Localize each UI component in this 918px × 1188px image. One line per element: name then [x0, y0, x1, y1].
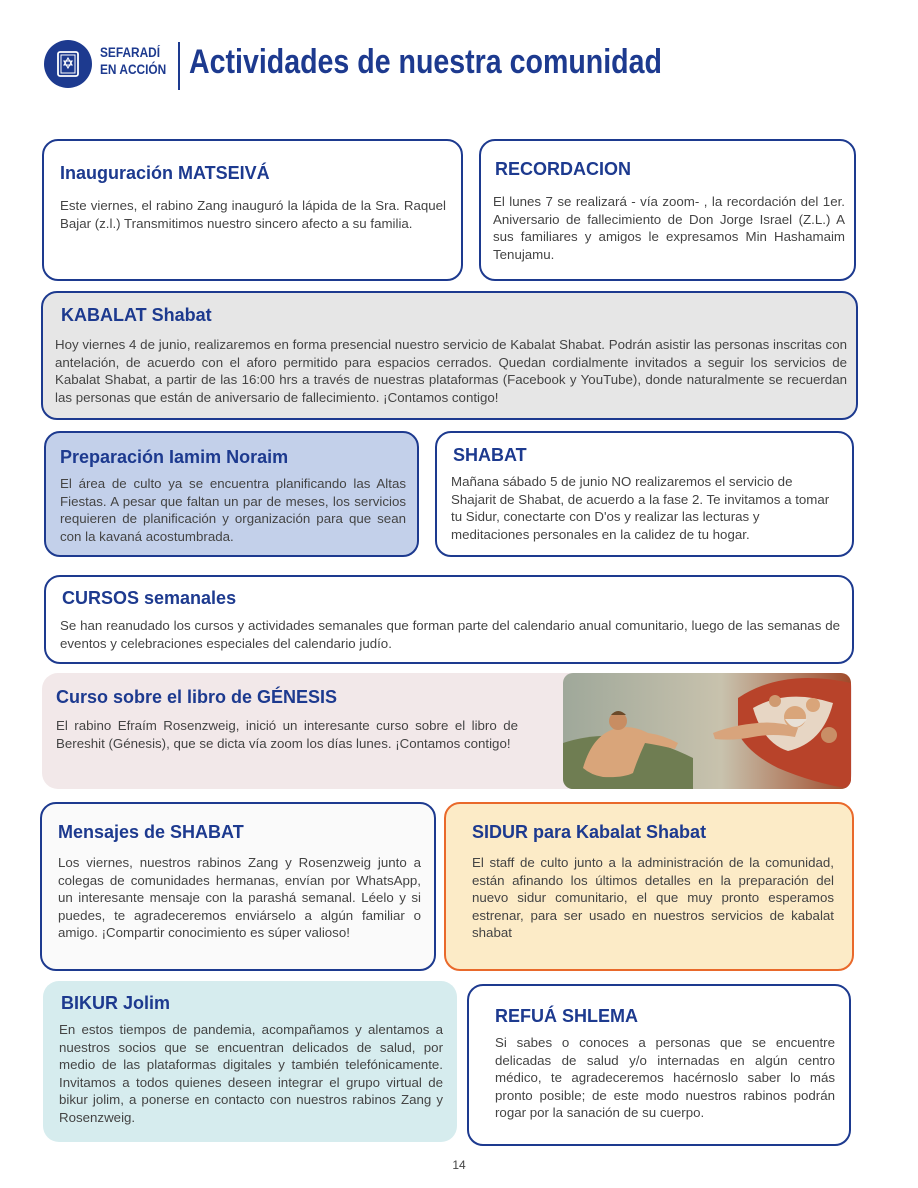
card-body: Este viernes, el rabino Zang inauguró la lápida de la Sra. Raquel Bajar (z.l.) Transmitimos nuestro sincero afecto a su familia. [60, 198, 446, 231]
card-body: Hoy viernes 4 de junio, realizaremos en forma presencial nuestro servicio de Kabalat Shabat. Podrán asistir las personas inscritas con antelación, de acuerdo con el aforo permitido para espacios cerrados. Quedan cordialmente invitados a seguir los servicios de Kabalat Shabat, a partir de las 16:00 hrs a través de nuestras plataformas (Facebook y YouTube), donde naturalmente se recuerdan las personas que están de aniversario de fallecimiento. ¡Contamos contigo! [55, 337, 847, 405]
card-body: El staff de culto junto a la administración de la comunidad, están afinando los últimos detalles en la preparación del nuevo sidur comunitario, el que muy pronto esperamos estrenar, para ser usado en nuestros servicios de kabalat shabat [472, 855, 834, 940]
card-kabalat [41, 291, 858, 420]
section-tag [100, 44, 166, 78]
page-title: Actividades de nuestra comunidad [189, 43, 662, 81]
creation-of-adam-image [563, 673, 851, 789]
card-title: SIDUR para Kabalat Shabat [472, 822, 707, 842]
card-recordacion [479, 139, 856, 281]
card-body: Los viernes, nuestros rabinos Zang y Rosenzweig junto a colegas de comunidades hermanas, envían por WhatsApp, un interesante mensaje con la parashá semanal. Léelo y si puedes, te agradeceremos enviárselo a algún familiar o amigo. ¡Compartir conocimiento es súper valioso! [58, 855, 421, 940]
card-body: El lunes 7 se realizará - vía zoom- , la recordación del 1er. Aniversario de fallecimiento de Don Jorge Israel (Z.L.) A sus familiares y amigos le expresamos Min Hashamaim Tenujamu. [493, 194, 845, 262]
section-tag-line2: EN ACCIÓN [100, 62, 167, 77]
card-body: El rabino Efraím Rosenzweig, inició un interesante curso sobre el libro de Bereshit (Génesis), que se dicta vía zoom los días lunes. ¡Contamos contigo! [56, 718, 518, 751]
card-title: Preparación Iamim Noraim [60, 447, 289, 467]
page-number: 14 [452, 1158, 466, 1172]
card-title: SHABAT [453, 445, 527, 465]
card-body: Mañana sábado 5 de junio NO realizaremos el servicio de Shajarit de Shabat, de acuerdo a la fase 2. Te invitamos a tomar tu Sidur, conectarte con D'os y realizar las lecturas y meditaciones personales en la calidez de tu hogar. [451, 474, 830, 542]
header-divider [178, 42, 180, 90]
card-sidur [444, 802, 854, 971]
card-bikur [43, 981, 457, 1142]
card-title: RECORDACION [495, 159, 632, 179]
card-refua [467, 984, 851, 1146]
card-title: Inauguración MATSEIVÁ [60, 163, 270, 183]
card-body: En estos tiempos de pandemia, acompañamos y alentamos a nuestros socios que se encuentran delicados de salud, por medio de las plataformas digitales y también telefónicamente. Invitamos a todos quienes deseen integrar el grupo virtual de bikur jolim, a ponerse en contacto con nuestros rabinos Zang y Rosenzweig. [59, 1022, 443, 1125]
card-matseiva [42, 139, 463, 281]
section-tag-line1: SEFARADÍ [100, 45, 161, 60]
card-body: El área de culto ya se encuentra planificando las Altas Fiestas. A pesar que faltan un par de meses, los servicios requieren de planificación y organización para que sean con la kavaná acostumbrada. [60, 476, 406, 544]
card-iamim [44, 431, 419, 557]
card-mensajes [40, 802, 436, 971]
card-title: KABALAT Shabat [61, 305, 212, 325]
card-cursos [44, 575, 854, 664]
card-body: Si sabes o conoces a personas que se encuentre delicadas de salud y/o internadas en algún centro médico, te agradeceremos hacérnoslo saber lo más pronto posible; de este modo nuestros rabinos podrán rogar por la sanación de su cuerpo. [495, 1035, 835, 1120]
star-of-david-book-icon [44, 40, 92, 88]
card-body: Se han reanudado los cursos y actividades semanales que forman parte del calendario anual comunitario, luego de las semanas de eventos y celebraciones especiales del calendario judío. [60, 618, 840, 651]
card-shabat [435, 431, 854, 557]
card-title: BIKUR Jolim [61, 993, 171, 1013]
card-title: REFUÁ SHLEMA [495, 1006, 638, 1026]
card-title: Mensajes de SHABAT [58, 822, 244, 842]
card-title: CURSOS semanales [62, 588, 237, 608]
card-title: Curso sobre el libro de GÉNESIS [56, 687, 338, 707]
